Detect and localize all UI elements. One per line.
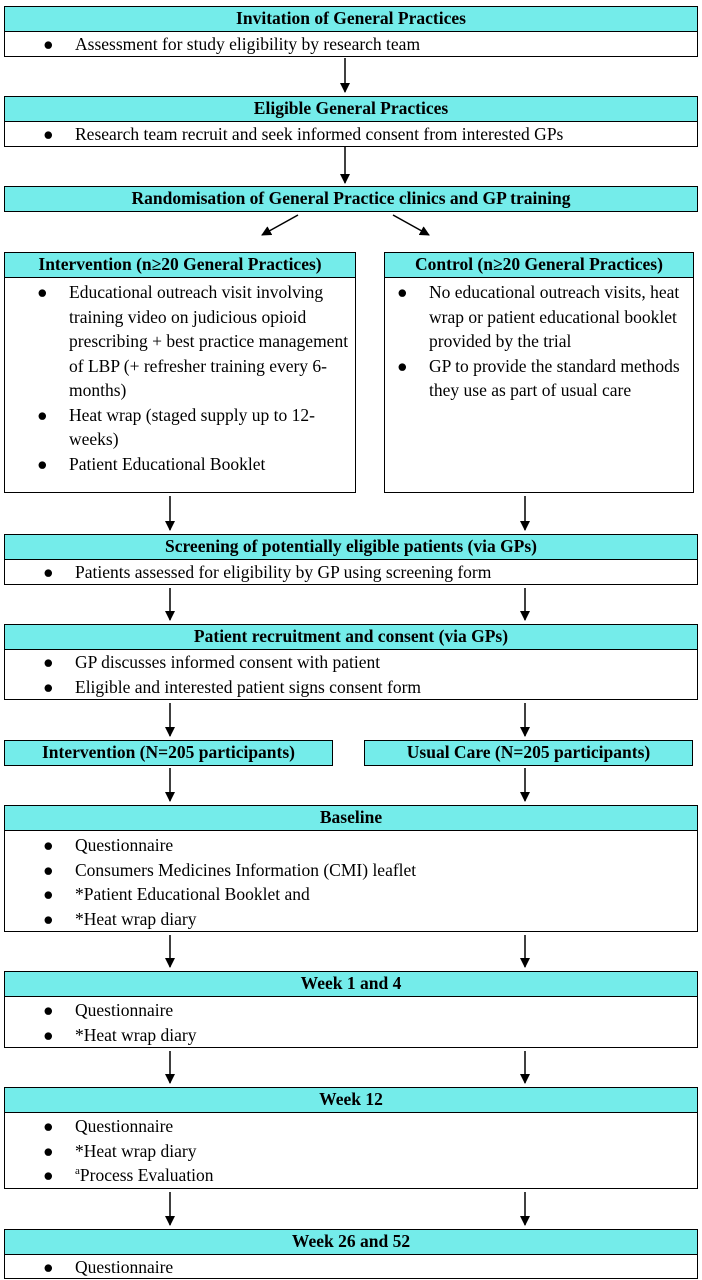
control-practices-body xyxy=(384,277,694,493)
list-item: ● Heat wrap (staged supply up to 12-weeks) xyxy=(37,404,315,449)
week-26-52-body xyxy=(4,1254,698,1279)
list-item: ● GP to provide the standard methods they use as part of usual care xyxy=(397,355,680,400)
list-item: ● Patient Educational Booklet xyxy=(37,453,266,474)
list-item: ● *Heat wrap diary xyxy=(43,1140,197,1161)
list-item: ● GP discusses informed consent with patient xyxy=(43,652,381,672)
list-item: ● Consumers Medicines Information (CMI) leaflet xyxy=(43,859,417,880)
list-item: ● Questionnaire xyxy=(43,1116,174,1136)
list-item: ● Questionnaire xyxy=(43,1000,174,1020)
randomisation-header: Randomisation of General Practice clinics and GP training xyxy=(4,186,698,212)
list-item: ● Educational outreach visit involving training video on judicious opioid prescribing + best practice management of LBP (+ refresher training every 6-months) xyxy=(37,282,349,400)
recruitment-header: Patient recruitment and consent (via GPs) xyxy=(4,624,698,650)
recruitment-body xyxy=(4,649,698,700)
eligible-header: Eligible General Practices xyxy=(4,96,698,122)
footnote-marker: a xyxy=(75,1165,80,1178)
arm-intervention-header: Intervention (N=205 participants) xyxy=(4,740,333,766)
list-item: ● *Patient Educational Booklet and xyxy=(43,884,310,904)
eligible-body xyxy=(4,121,698,147)
screening-body xyxy=(4,559,698,585)
week-12-body xyxy=(4,1112,698,1189)
intervention-practices-header: Intervention (n≥20 General Practices) xyxy=(4,252,356,278)
list-item: ● Questionnaire xyxy=(43,835,174,855)
week-1-4-header: Week 1 and 4 xyxy=(4,971,698,997)
list-item: ● *Heat wrap diary xyxy=(43,1024,197,1045)
control-practices-header: Control (n≥20 General Practices) xyxy=(384,252,694,278)
baseline-header: Baseline xyxy=(4,805,698,831)
list-item: ● *Heat wrap diary xyxy=(43,908,197,929)
week-1-4-body xyxy=(4,996,698,1048)
intervention-practices-body xyxy=(4,277,356,493)
list-item: ● Patients assessed for eligibility by GP using screening form xyxy=(43,562,492,582)
week-26-52-header: Week 26 and 52 xyxy=(4,1229,698,1255)
list-item: ● Research team recruit and seek informed consent from interested GPs xyxy=(43,124,564,144)
week-12-header: Week 12 xyxy=(4,1087,698,1113)
list-item: ● Eligible and interested patient signs consent form xyxy=(43,676,422,697)
list-item: ● $^a$Process Evaluation xyxy=(43,1165,214,1185)
invitation-header: Invitation of General Practices xyxy=(4,6,698,32)
screening-header: Screening of potentially eligible patients (via GPs) xyxy=(4,534,698,560)
list-item: ● No educational outreach visits, heat wrap or patient educational booklet provided by the trial xyxy=(397,282,680,351)
list-item: ● Questionnaire xyxy=(43,1257,174,1277)
arrow-3a xyxy=(262,215,298,235)
arm-usual-care-header: Usual Care (N=205 participants) xyxy=(364,740,693,766)
baseline-body xyxy=(4,830,698,932)
invitation-body xyxy=(4,31,698,57)
list-item: ● Assessment for study eligibility by research team xyxy=(43,34,421,54)
arrow-3b xyxy=(393,215,429,235)
